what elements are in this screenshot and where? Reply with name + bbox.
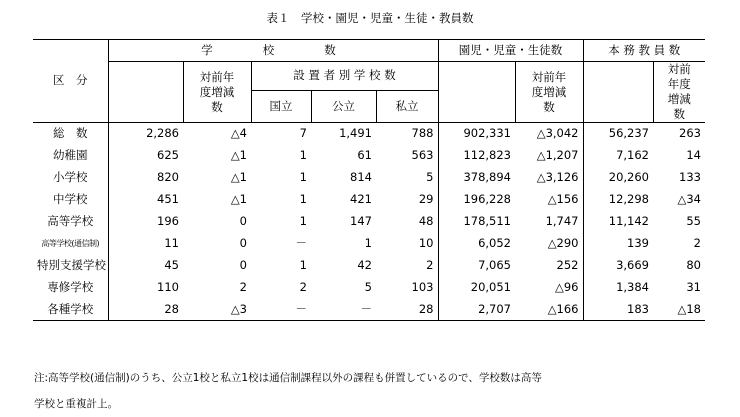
cell-teacher-change: 263: [653, 123, 705, 145]
cell-public: 421: [350, 191, 372, 206]
row-label: 特別支援学校: [33, 255, 108, 277]
table-row: [33, 299, 705, 321]
cell-school-change: △1: [230, 191, 247, 206]
cell-students: 196,228: [463, 191, 511, 206]
cell-private: 5: [376, 167, 438, 189]
row-label: 小学校: [33, 167, 108, 189]
cell-national: 1: [299, 191, 307, 206]
header-row-1: [33, 40, 705, 62]
cell-teachers: 3,669: [616, 257, 649, 272]
row-label: 各種学校: [33, 299, 108, 321]
header-kubun: 区 分: [33, 40, 108, 123]
cell-schools: 45: [164, 257, 179, 272]
cell-students: 112,823: [463, 147, 511, 162]
cell-teacher-change: △18: [653, 299, 705, 321]
table-row: [33, 123, 705, 145]
cell-private: 563: [376, 145, 438, 167]
header-row-2: [33, 62, 705, 91]
cell-teachers: 20,260: [608, 169, 649, 184]
table-row: [33, 211, 705, 233]
table-row: [33, 167, 705, 189]
cell-student-change: 1,747: [515, 211, 583, 233]
cell-public: 1: [364, 235, 372, 250]
cell-national: －: [295, 235, 307, 250]
row-label: 中学校: [33, 189, 108, 211]
cell-schools: 28: [108, 299, 183, 321]
cell-teacher-change: △34: [677, 191, 701, 206]
row-label: 高等学校: [33, 211, 108, 233]
header-school-change: 対前年度増減数: [183, 62, 251, 123]
cell-students: 6,052: [478, 235, 511, 250]
cell-school-change: △4: [183, 123, 251, 145]
cell-public: 42: [357, 257, 372, 272]
cell-teachers: 12,298: [608, 191, 649, 206]
cell-public: 61: [357, 147, 372, 162]
cell-teachers: 1,384: [616, 279, 649, 294]
cell-national: 1: [299, 169, 307, 184]
statistics-table: [33, 39, 705, 321]
cell-national: －: [251, 299, 311, 321]
cell-teachers: 139: [627, 235, 649, 250]
cell-school-change: △1: [230, 169, 247, 184]
cell-schools: 196: [157, 213, 179, 228]
cell-teachers: 183: [583, 299, 653, 321]
cell-national: 7: [251, 123, 311, 145]
cell-teacher-change: 2: [693, 235, 701, 250]
table-row: [33, 233, 705, 255]
cell-student-change: △290: [515, 233, 583, 255]
cell-school-change: 0: [239, 257, 247, 272]
cell-teachers: 7,162: [616, 147, 649, 162]
cell-private: 10: [376, 233, 438, 255]
table-row: [33, 255, 705, 277]
cell-private: 28: [376, 299, 438, 321]
note-line-2: 学校と重複計上。: [34, 398, 118, 410]
cell-teachers: 56,237: [583, 123, 653, 145]
cell-student-change: △3,126: [515, 167, 583, 189]
cell-private: 103: [376, 277, 438, 299]
cell-student-change: △156: [515, 189, 583, 211]
cell-school-change: 0: [239, 235, 247, 250]
header-public: 公立: [311, 91, 376, 123]
cell-schools: 2,286: [108, 123, 183, 145]
cell-national: 1: [299, 213, 307, 228]
cell-private: 788: [376, 123, 438, 145]
header-teacher-change: 対前年度増減数: [653, 62, 705, 123]
cell-private: 2: [376, 255, 438, 277]
header-founder-breakdown: 設 置 者 別 学 校 数: [251, 62, 438, 91]
cell-national: 2: [299, 279, 307, 294]
cell-students: 378,894: [463, 169, 511, 184]
cell-teacher-change: 55: [686, 213, 701, 228]
cell-student-change: 252: [515, 255, 583, 277]
cell-students: 20,051: [470, 279, 511, 294]
row-label: 総 数: [33, 123, 108, 145]
header-school-count: 学 校 数: [108, 40, 438, 62]
note-line-1: 注:高等学校(通信制)のうち、公立1校と私立1校は通信制課程以外の課程も併置しているので、学校数は高等: [34, 372, 542, 384]
cell-students: 7,065: [478, 257, 511, 272]
cell-private: 29: [376, 189, 438, 211]
cell-students: 902,331: [438, 123, 515, 145]
cell-schools: 451: [157, 191, 179, 206]
cell-public: 1,491: [311, 123, 376, 145]
header-private: 私立: [376, 91, 438, 123]
cell-student-change: △3,042: [515, 123, 583, 145]
cell-student-change: △166: [515, 299, 583, 321]
table-row: [33, 145, 705, 167]
cell-student-change: △96: [515, 277, 583, 299]
header-student-count: 園児・児童・生徒数: [438, 40, 583, 62]
cell-teachers: 11,142: [608, 213, 649, 228]
cell-public: 147: [350, 213, 372, 228]
cell-teacher-change: 133: [679, 169, 701, 184]
table-note: [34, 365, 542, 417]
cell-public: 5: [364, 279, 372, 294]
header-teacher-count: 本 務 教 員 数: [583, 40, 705, 62]
cell-teacher-change: 80: [686, 257, 701, 272]
table-row: [33, 277, 705, 299]
table-title: 表１ 学校・園児・児童・生徒・教員数: [266, 11, 474, 25]
header-national: 国立: [251, 91, 311, 123]
row-label: 専修学校: [33, 277, 108, 299]
cell-public: －: [311, 299, 376, 321]
cell-schools: 625: [157, 147, 179, 162]
cell-private: 48: [376, 211, 438, 233]
cell-national: 1: [299, 147, 307, 162]
cell-schools: 110: [157, 279, 179, 294]
cell-school-change: 2: [239, 279, 247, 294]
cell-school-change: △3: [183, 299, 251, 321]
cell-students: 178,511: [463, 213, 511, 228]
row-label: 幼稚園: [33, 145, 108, 167]
cell-teacher-change: 31: [686, 279, 701, 294]
cell-students: 2,707: [438, 299, 515, 321]
table-row: [33, 189, 705, 211]
cell-schools: 11: [164, 235, 179, 250]
row-label: 高等学校(通信制): [33, 233, 108, 255]
cell-teacher-change: 14: [686, 147, 701, 162]
cell-student-change: △1,207: [515, 145, 583, 167]
header-student-change: 対前年度増減数: [515, 62, 583, 123]
cell-national: 1: [299, 257, 307, 272]
cell-schools: 820: [157, 169, 179, 184]
cell-school-change: △1: [230, 147, 247, 162]
cell-school-change: 0: [239, 213, 247, 228]
cell-public: 814: [350, 169, 372, 184]
